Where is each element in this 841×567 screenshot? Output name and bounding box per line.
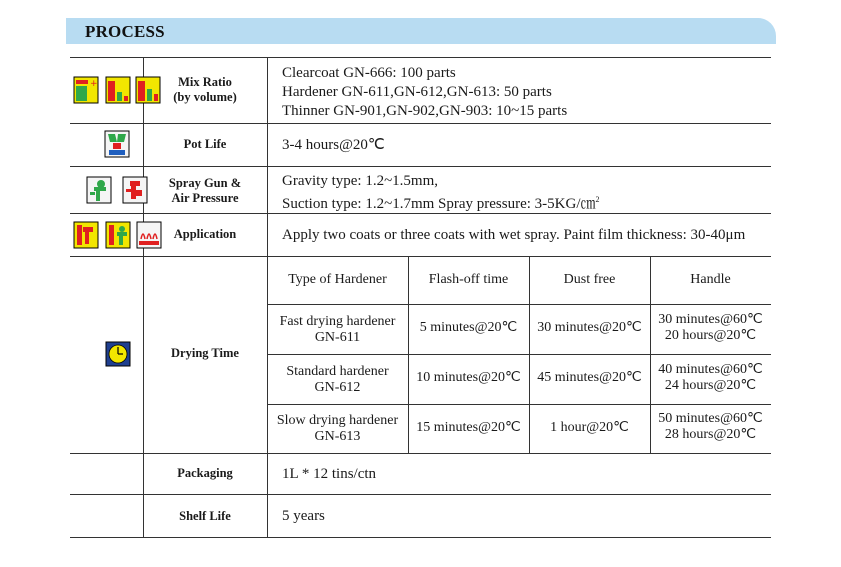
svg-text:+: + xyxy=(90,79,98,89)
mix-ratio-line-1: Clearcoat GN-666: 100 parts xyxy=(282,65,456,81)
mix-ratio-line-2: Hardener GN-611,GN-612,GN-613: 50 parts xyxy=(282,84,552,100)
table-row-dust: 1 hour@20℃ xyxy=(550,420,629,435)
table-row-flash: 5 minutes@20℃ xyxy=(419,320,518,335)
table-row-handle: 40 minutes@60℃ 24 hours@20℃ xyxy=(658,362,763,393)
pot-life-icon xyxy=(104,130,130,158)
table-row-handle: 50 minutes@60℃ 28 hours@20℃ xyxy=(658,411,763,442)
divider xyxy=(70,166,771,167)
spray-gun-line-1: Gravity type: 1.2~1.5mm, xyxy=(282,173,439,189)
divider xyxy=(70,123,771,124)
divider xyxy=(267,404,771,405)
divider xyxy=(70,256,771,257)
divider xyxy=(70,453,771,454)
drying-time-label: Drying Time xyxy=(171,346,239,360)
table-row-type: Fast drying hardener GN-611 xyxy=(279,314,396,345)
shelf-life-value: 5 years xyxy=(282,508,325,524)
table-row-flash: 15 minutes@20℃ xyxy=(416,420,521,435)
pot-life-label: Pot Life xyxy=(183,137,227,151)
drying-header-dust: Dust free xyxy=(563,272,616,287)
drying-header-type: Type of Hardener xyxy=(288,272,387,287)
mix-ratio-icon xyxy=(73,76,161,104)
divider xyxy=(267,304,771,305)
mix-ratio-line-3: Thinner GN-901,GN-902,GN-903: 10~15 parts xyxy=(282,103,568,119)
superscript: 2 xyxy=(595,195,600,204)
divider xyxy=(267,354,771,355)
table-row-dust: 45 minutes@20℃ xyxy=(537,370,642,385)
divider xyxy=(143,57,144,537)
packaging-label: Packaging xyxy=(177,466,233,480)
divider xyxy=(70,57,771,58)
header-bar xyxy=(66,18,776,44)
shelf-life-label: Shelf Life xyxy=(179,509,231,523)
divider xyxy=(267,57,268,537)
table-row-type: Standard hardener GN-612 xyxy=(286,364,389,395)
mix-ratio-label: Mix Ratio (by volume) xyxy=(173,75,237,104)
spray-gun-line-2-text: Suction type: 1.2~1.7mm Spray pressure: 3-5KG/㎝ xyxy=(282,196,596,212)
divider xyxy=(70,494,771,495)
drying-header-handle: Handle xyxy=(690,272,731,287)
divider xyxy=(70,537,771,538)
drying-header-flash: Flash-off time xyxy=(428,272,509,287)
spray-gun-label: Spray Gun & Air Pressure xyxy=(168,176,242,205)
table-row-type: Slow drying hardener GN-613 xyxy=(276,413,399,444)
packaging-value: 1L * 12 tins/ctn xyxy=(282,466,377,482)
spray-gun-icon xyxy=(86,176,150,204)
table-row-dust: 30 minutes@20℃ xyxy=(537,320,642,335)
clock-icon xyxy=(105,341,131,367)
table-row-flash: 10 minutes@20℃ xyxy=(416,370,521,385)
page-title: PROCESS xyxy=(85,22,165,41)
pot-life-value: 3-4 hours@20℃ xyxy=(282,137,385,153)
application-value: Apply two coats or three coats with wet spray. Paint film thickness: 30-40μm xyxy=(282,227,746,243)
application-label: Application xyxy=(173,227,237,241)
table-row-handle: 30 minutes@60℃ 20 hours@20℃ xyxy=(658,312,763,343)
spray-gun-line-2 xyxy=(282,191,600,213)
divider xyxy=(70,213,771,214)
